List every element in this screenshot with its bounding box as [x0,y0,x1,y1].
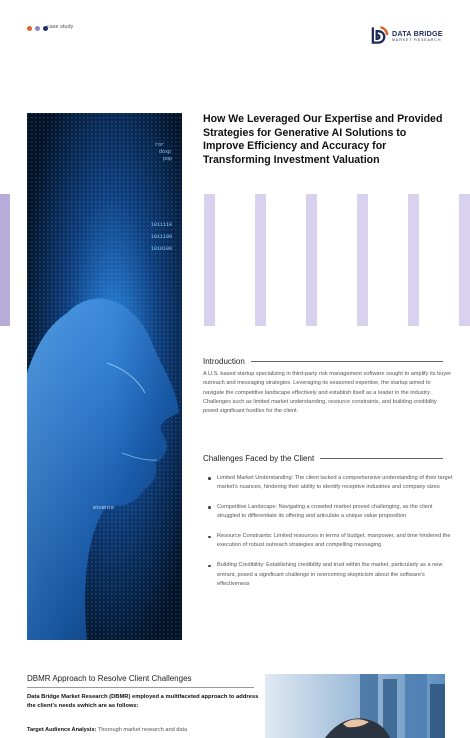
edge-bar-left [0,194,10,326]
hero-code-text: etcente [93,505,115,511]
data-bridge-logo-icon [370,25,389,45]
list-item [203,532,453,551]
decor-bar [459,194,470,326]
target-audience-line [27,727,257,733]
case-study-label: case study [47,24,74,30]
bullet-icon [208,506,211,509]
hero-code-text: pop [163,156,173,162]
introduction-heading-text: Introduction [203,357,245,366]
decor-bar [255,194,266,326]
company-logo [370,25,450,47]
target-audience-text: Thorough market research and data [96,727,188,733]
challenge-text: Building Credibility: Establishing credibility and trust within the market, particularly as a new entrant, posed a significant challenge in overcoming skepticism about the software's effectiveness [217,562,443,587]
list-item [203,503,453,522]
ai-face-digital-image [27,113,182,640]
heading-rule [251,361,443,362]
challenges-heading-text: Challenges Faced by the Client [203,454,315,463]
challenges-heading [203,454,443,463]
heading-rule [27,687,254,688]
challenge-text: Competitive Landscape: Navigating a crowded market proved challenging, as the client struggled to differentiate its offering and articulate a unique value proposition [217,504,433,520]
challenges-list [203,474,453,600]
decor-bar [306,194,317,326]
bullet-icon [208,477,211,480]
hero-code-text: dosp [159,149,172,155]
hero-code-text: ror [155,142,165,148]
target-audience-label: Target Audience Analysis: [27,727,97,733]
heading-rule [320,458,443,459]
logo-name: DATA BRIDGE [392,29,443,38]
hero-code-text: 1011110 [151,222,173,228]
challenge-text: Limited Market Understanding: The client lacked a comprehensive understanding of their target market's nuances, hindering their ability to identify receptive industries and company sizes [217,475,453,491]
approach-heading: DBMR Approach to Resolve Client Challenges [27,674,192,683]
hero-code-text: 1011100 [151,234,173,240]
approach-intro: Data Bridge Market Research (DBMR) employed a multifaceted approach to address the client's needs swhich are as follows: [27,694,259,710]
dot-lavender [35,26,40,31]
business-handshake-image [265,674,445,738]
logo-subtitle: MARKET RESEARCH [392,38,442,42]
dot-orange [27,26,32,31]
decor-bar [357,194,368,326]
introduction-text: A U.S. based startup specializing in third-party risk management software sought to amplify its buyer outreach and messaging strategies. Leveraging its seasoned expertise, the startup aimed to navigate the competitive landscape effectively and establish itself as a leader in the industry. Challenges such as limited market understanding, resource constraints, and building credibility posed significant hurdles for the client. [203,371,452,415]
case-study-dots [27,26,48,31]
hero-code-text: 1010100 [151,246,173,252]
list-item [203,561,453,589]
bullet-icon [208,536,211,539]
case-study-title: How We Leveraged Our Expertise and Provided Strategies for Generative AI Solutions to Improve Efficiency and Accuracy for Transforming Investment Valuation [203,113,443,166]
challenge-text: Resource Constraints: Limited resources in terms of budget, manpower, and time hindered the execution of robust outreach strategies and compelling messaging [217,533,451,549]
decor-bar [408,194,419,326]
bullet-icon [208,565,211,568]
decor-bar [204,194,215,326]
introduction-heading [203,357,443,366]
list-item [203,474,453,493]
